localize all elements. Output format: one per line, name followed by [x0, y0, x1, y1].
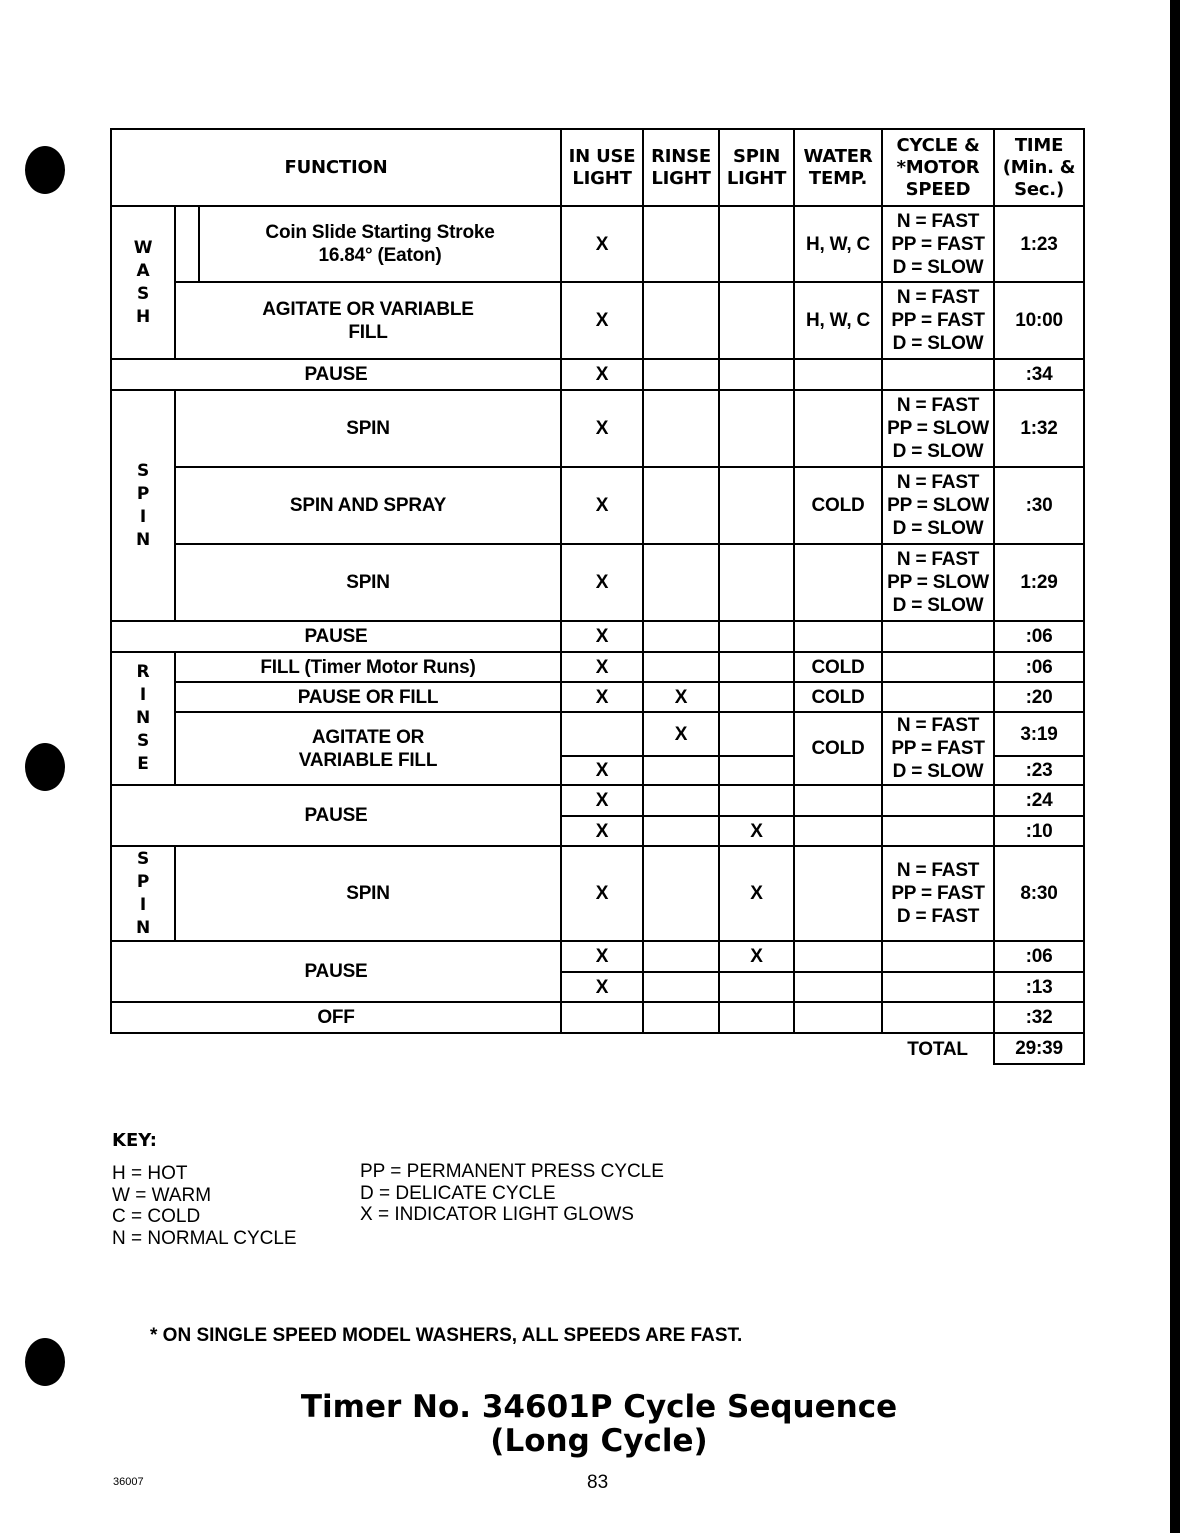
- time-cell: :30: [994, 467, 1084, 544]
- cycle-cell: N = FAST PP = FAST D = SLOW: [882, 206, 994, 282]
- spin-cell: [719, 282, 794, 359]
- table-row: [111, 390, 1084, 467]
- time-cell: :34: [994, 359, 1084, 390]
- in-use-cell: X: [561, 206, 643, 282]
- group-label-wash: W A S H: [111, 206, 175, 359]
- spin-cell: [719, 467, 794, 544]
- rinse-cell: [643, 282, 719, 359]
- rinse-cell: [643, 1002, 719, 1033]
- header-rinse-light: RINSE LIGHT: [643, 129, 719, 206]
- table-row: [111, 621, 1084, 652]
- time-cell: :10: [994, 816, 1084, 846]
- rinse-cell: X: [643, 712, 719, 756]
- page-title: [0, 1390, 1180, 1458]
- time-cell: 3:19: [994, 712, 1084, 756]
- key-item: N = NORMAL CYCLE: [112, 1227, 297, 1249]
- cycle-cell: N = FAST PP = FAST D = SLOW: [882, 282, 994, 359]
- spin-cell: [719, 756, 794, 785]
- header-water-temp: WATER TEMP.: [794, 129, 882, 206]
- spin-cell: [719, 390, 794, 467]
- rinse-cell: [643, 206, 719, 282]
- time-cell: :20: [994, 682, 1084, 712]
- function-cell: SPIN: [175, 544, 561, 621]
- spin-cell: X: [719, 941, 794, 972]
- key-item: H = HOT: [112, 1163, 188, 1184]
- cycle-cell: N = FAST PP = SLOW D = SLOW: [882, 544, 994, 621]
- in-use-cell: X: [561, 816, 643, 846]
- spin-cell: [719, 652, 794, 682]
- in-use-cell: X: [561, 544, 643, 621]
- function-cell: PAUSE: [111, 941, 561, 1002]
- function-cell: SPIN: [175, 846, 561, 941]
- water-cell: [794, 621, 882, 652]
- rinse-cell: [643, 544, 719, 621]
- rinse-cell: [643, 816, 719, 846]
- table-row: [111, 941, 1084, 972]
- water-cell: H, W, C: [794, 282, 882, 359]
- header-time: TIME (Min. & Sec.): [994, 129, 1084, 206]
- in-use-cell: [561, 712, 643, 756]
- water-cell: COLD: [794, 467, 882, 544]
- indent-spacer: [175, 206, 199, 282]
- function-cell: PAUSE OR FILL: [175, 682, 561, 712]
- rinse-cell: [643, 785, 719, 816]
- rinse-cell: X: [643, 682, 719, 712]
- cycle-cell: [882, 941, 994, 972]
- in-use-cell: X: [561, 652, 643, 682]
- header-in-use-light: IN USE LIGHT: [561, 129, 643, 206]
- group-label-rinse: R I N S E: [111, 652, 175, 785]
- title-line: Timer No. 34601P Cycle Sequence: [300, 1389, 898, 1425]
- function-cell: Coin Slide Starting Stroke 16.84° (Eaton): [199, 206, 561, 282]
- time-cell: :13: [994, 972, 1084, 1002]
- time-cell: 10:00: [994, 282, 1084, 359]
- rinse-cell: [643, 390, 719, 467]
- water-cell: [794, 1002, 882, 1033]
- time-cell: :06: [994, 941, 1084, 972]
- table-row: [111, 682, 1084, 712]
- spin-cell: [719, 1002, 794, 1033]
- in-use-cell: X: [561, 467, 643, 544]
- cycle-cell: [882, 359, 994, 390]
- key-list-right: [360, 1161, 664, 1226]
- page-edge-shadow: [1170, 0, 1180, 1533]
- table-row: [111, 785, 1084, 816]
- rinse-cell: [643, 972, 719, 1002]
- total-value: 29:39: [994, 1033, 1084, 1064]
- key-list-left: [112, 1163, 297, 1249]
- water-cell: COLD: [794, 712, 882, 785]
- table-row: [111, 544, 1084, 621]
- table-row: [111, 652, 1084, 682]
- table-row: [111, 1002, 1084, 1033]
- rinse-cell: [643, 652, 719, 682]
- water-cell: [794, 390, 882, 467]
- in-use-cell: X: [561, 972, 643, 1002]
- cycle-cell: N = FAST PP = FAST D = FAST: [882, 846, 994, 941]
- table-row: [111, 712, 1084, 756]
- table-row: [111, 467, 1084, 544]
- function-cell: PAUSE: [111, 359, 561, 390]
- in-use-cell: [561, 1002, 643, 1033]
- time-cell: :23: [994, 756, 1084, 785]
- water-cell: [794, 359, 882, 390]
- water-cell: [794, 544, 882, 621]
- table-row: [111, 206, 1084, 282]
- key-item: C = COLD: [112, 1206, 201, 1227]
- title-line: (Long Cycle): [490, 1423, 708, 1459]
- in-use-cell: X: [561, 756, 643, 785]
- header-spin-light: SPIN LIGHT: [719, 129, 794, 206]
- key-item: W = WARM: [112, 1184, 212, 1206]
- group-label-spin: S P I N: [111, 390, 175, 621]
- header-row: [111, 129, 1084, 206]
- function-cell: AGITATE OR VARIABLE FILL: [175, 282, 561, 359]
- water-cell: [794, 972, 882, 1002]
- in-use-cell: X: [561, 359, 643, 390]
- cycle-cell: [882, 972, 994, 1002]
- spin-cell: [719, 785, 794, 816]
- cycle-cell: N = FAST PP = SLOW D = SLOW: [882, 390, 994, 467]
- water-cell: COLD: [794, 652, 882, 682]
- in-use-cell: X: [561, 390, 643, 467]
- table-row: [111, 282, 1084, 359]
- rinse-cell: [643, 941, 719, 972]
- function-cell: FILL (Timer Motor Runs): [175, 652, 561, 682]
- binder-hole-bottom: [25, 1338, 65, 1386]
- table-row: [111, 846, 1084, 941]
- group-label-spin-final: S P I N: [111, 846, 175, 941]
- cycle-cell: [882, 816, 994, 846]
- in-use-cell: X: [561, 785, 643, 816]
- water-cell: COLD: [794, 682, 882, 712]
- spin-cell: [719, 544, 794, 621]
- water-cell: [794, 941, 882, 972]
- time-cell: :32: [994, 1002, 1084, 1033]
- cycle-sequence-table: [110, 128, 1085, 1065]
- in-use-cell: X: [561, 941, 643, 972]
- total-row: [111, 1033, 1084, 1064]
- cycle-cell: [882, 1002, 994, 1033]
- cycle-cell: [882, 652, 994, 682]
- table-row: [111, 359, 1084, 390]
- spin-cell: [719, 359, 794, 390]
- function-cell: SPIN: [175, 390, 561, 467]
- key-title: KEY:: [112, 1130, 157, 1151]
- in-use-cell: X: [561, 282, 643, 359]
- header-function: FUNCTION: [111, 129, 561, 206]
- in-use-cell: X: [561, 621, 643, 652]
- footnote: * ON SINGLE SPEED MODEL WASHERS, ALL SPEEDS ARE FAST.: [150, 1325, 743, 1346]
- time-cell: :24: [994, 785, 1084, 816]
- water-cell: [794, 846, 882, 941]
- page-number: 83: [587, 1472, 609, 1493]
- binder-hole-top: [25, 146, 65, 194]
- water-cell: H, W, C: [794, 206, 882, 282]
- cycle-cell: N = FAST PP = SLOW D = SLOW: [882, 467, 994, 544]
- function-cell: AGITATE OR VARIABLE FILL: [175, 712, 561, 785]
- rinse-cell: [643, 846, 719, 941]
- key-item: D = DELICATE CYCLE: [360, 1182, 556, 1204]
- cycle-cell: [882, 785, 994, 816]
- in-use-cell: X: [561, 682, 643, 712]
- key-item: X = INDICATOR LIGHT GLOWS: [360, 1204, 634, 1225]
- cycle-cell: N = FAST PP = FAST D = SLOW: [882, 712, 994, 785]
- time-cell: :06: [994, 621, 1084, 652]
- document-number: 36007: [113, 1476, 144, 1488]
- total-label: TOTAL: [907, 1038, 968, 1060]
- rinse-cell: [643, 359, 719, 390]
- spin-cell: [719, 972, 794, 1002]
- header-cycle-motor-speed: CYCLE & *MOTOR SPEED: [882, 129, 994, 206]
- spin-cell: [719, 682, 794, 712]
- rinse-cell: [643, 756, 719, 785]
- function-cell: PAUSE: [111, 785, 561, 846]
- rinse-cell: [643, 621, 719, 652]
- function-cell: SPIN AND SPRAY: [175, 467, 561, 544]
- in-use-cell: X: [561, 846, 643, 941]
- time-cell: 8:30: [994, 846, 1084, 941]
- water-cell: [794, 816, 882, 846]
- cycle-cell: [882, 621, 994, 652]
- binder-hole-middle: [25, 743, 65, 791]
- cycle-cell: [882, 682, 994, 712]
- rinse-cell: [643, 467, 719, 544]
- time-cell: 1:32: [994, 390, 1084, 467]
- spin-cell: X: [719, 846, 794, 941]
- time-cell: 1:29: [994, 544, 1084, 621]
- function-cell: PAUSE: [111, 621, 561, 652]
- spin-cell: [719, 206, 794, 282]
- time-cell: :06: [994, 652, 1084, 682]
- spin-cell: X: [719, 816, 794, 846]
- spin-cell: [719, 712, 794, 756]
- spin-cell: [719, 621, 794, 652]
- water-cell: [794, 785, 882, 816]
- key-item: PP = PERMANENT PRESS CYCLE: [360, 1161, 664, 1182]
- function-cell: OFF: [111, 1002, 561, 1033]
- time-cell: 1:23: [994, 206, 1084, 282]
